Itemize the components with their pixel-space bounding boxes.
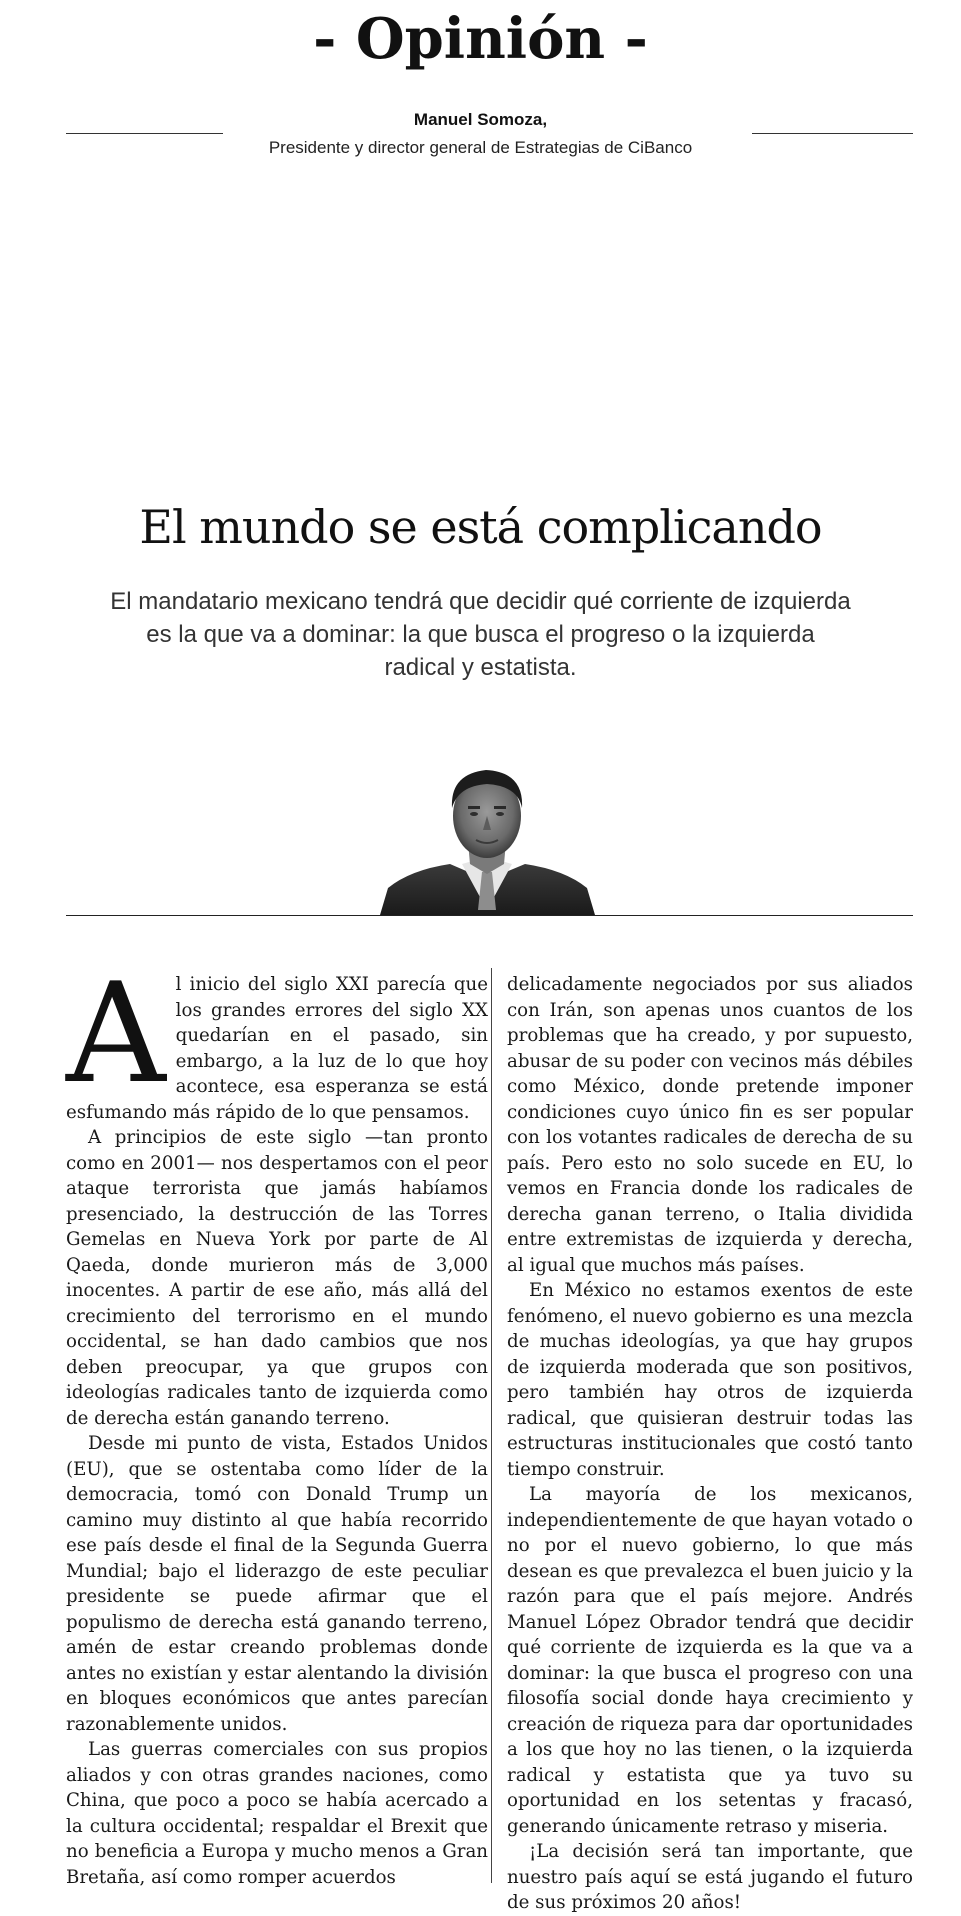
section-title: - Opinión - [313,6,648,72]
article-dek: El mandatario mexicano tendrá que decidir qué corriente de izquierda es la que va a dominar: la que busca el progreso o la izquierda radical y estatista. [110,588,851,681]
photo-rule [66,915,913,916]
author-role: Presidente y director general de Estrategias de CiBanco [268,138,693,157]
author-name: Manuel Somoza, [413,110,548,129]
article-column-right [507,972,913,1916]
paragraph: Desde mi punto de vista, Estados Unidos (EU), que se ostentaba como líder de la democracia, tomó con Donald Trump un camino muy distinto al que había recorrido ese país desde el final de la Segunda Guerra Mundial; bajo el liderazgo de este peculiar presidente se puede afirmar que el populismo de derecha está ganando terreno, amén de estar creando problemas donde antes no existían y estar alentando la división en bloques económicos que antes parecían razonablemente unidos. [66,1433,488,1735]
header-rule-right [752,133,913,134]
author-photo [380,760,595,915]
paragraph: La mayoría de los mexicanos, independientemente de que hayan votado o no por el nuevo gobierno, lo que más desean es que prevalezca el buen juicio y la razón para que el país mejore. Andrés Manuel López Obrador tendrá que decidir qué corriente de izquierda es la que va a dominar: la que busca el progreso con una filosofía social donde haya crecimiento y creación de riqueza para dar oportunidades a los que hoy no las tienen, o la izquierda radical y estatista que ya tuvo su oportunidad en los setentas y fracasó, generando únicamente retraso y miseria. [507,1484,913,1837]
paragraph: A principios de este siglo —tan pronto como en 2001— nos despertamos con el peor ataque terrorista que jamás habíamos presenciado, la destrucción de las Torres Gemelas en Nueva York por parte de Al Qaeda, donde murieron más de 3,000 inocentes. A partir de ese año, más allá del crecimiento del terrorismo en el mundo occidental, se han dado cambios que nos deben preocupar, ya que grupos con ideologías radicales tanto de izquierda como de derecha están ganando terreno. [66,1127,488,1429]
article-column-left [66,953,488,1890]
paragraph [66,953,488,1125]
paragraph: ¡La decisión será tan importante, que nuestro país aquí se está jugando el futuro de sus próximos 20 años! [507,1841,913,1913]
paragraph: delicadamente negociados por sus aliados con Irán, son apenas unos cuantos de los problemas que ha creado, y por supuesto, abusar de su poder con vecinos más débiles como México, donde pretende imponer condiciones cuyo único fin es ser popular con los votantes radicales de derecha de su país. Pero esto no solo sucede en EU, lo vemos en Francia donde los radicales de derecha ganan terreno, o Italia dividida entre extremistas de izquierda y derecha, al igual que muchos más países. [507,974,913,1276]
header-rule-left [66,133,223,134]
paragraph: En México no estamos exentos de este fenómeno, el nuevo gobierno es una mezcla de muchas ideologías, ya que hay grupos de izquierda moderada que son positivos, pero también hay otros de izquierda radical, que quisieran destruir todas las estructuras institucionales que costó tanto tiempo construir. [507,1280,913,1480]
drop-cap: A [66,953,166,1114]
paragraph-text: l inicio del siglo XXI parecía que los grandes errores del siglo XX quedarían en el pasado, sin embargo, a la luz de lo que hoy acontece, esa esperanza se está esfumando más rápido de lo que pensamos. [66,974,488,1123]
article-headline: El mundo se está complicando [139,500,822,554]
column-divider [491,968,492,1883]
paragraph: Las guerras comerciales con sus propios aliados y con otras grandes naciones, como China, que poco a poco se había acercado a la cultura occidental; respaldar el Brexit que no beneficia a Europa y mucho menos a Gran Bretaña, así como romper acuerdos [66,1739,488,1888]
